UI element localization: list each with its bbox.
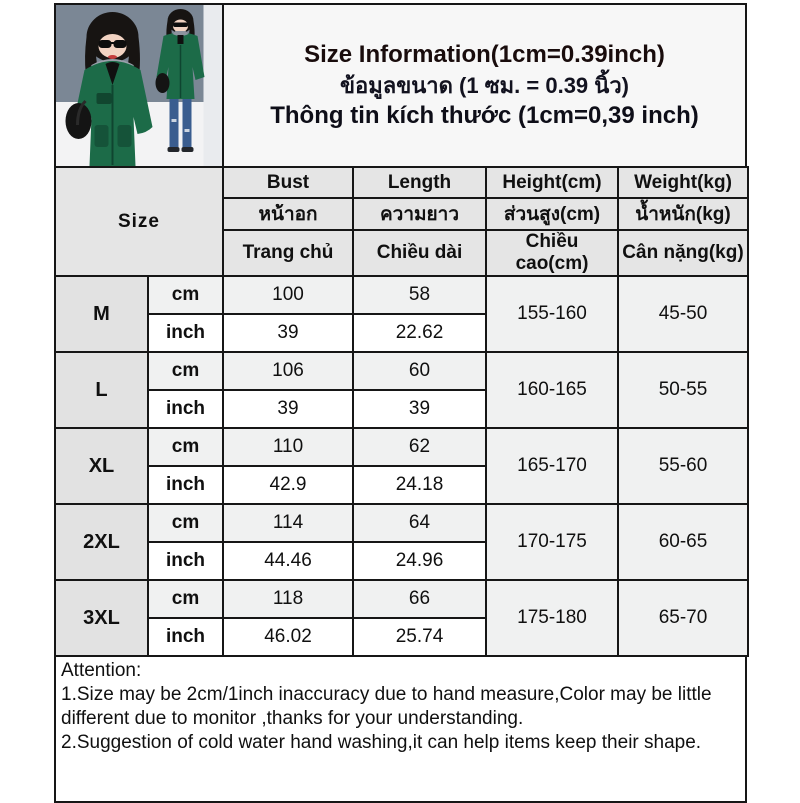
bust-value: 44.46 <box>223 542 353 580</box>
row-2xl-cm <box>55 504 748 542</box>
unit-label-cm: cm <box>148 352 223 390</box>
header-height-vi: Chiều cao(cm) <box>486 230 618 276</box>
length-value: 64 <box>353 504 486 542</box>
product-photo-illustration <box>56 5 222 166</box>
unit-label-cm: cm <box>148 276 223 314</box>
weight-range: 55-60 <box>618 428 748 504</box>
size-table <box>54 166 749 657</box>
header-weight-th: น้ำหนัก(kg) <box>618 198 748 230</box>
bust-value: 114 <box>223 504 353 542</box>
header-length-en: Length <box>353 167 486 198</box>
header-weight-vi: Cân nặng(kg) <box>618 230 748 276</box>
weight-range: 45-50 <box>618 276 748 352</box>
title-vietnamese: Thông tin kích thước (1cm=0,39 inch) <box>270 102 699 130</box>
unit-label-cm: cm <box>148 580 223 618</box>
row-l-cm <box>55 352 748 390</box>
attention-box <box>54 657 747 803</box>
title-english: Size Information(1cm=0.39inch) <box>304 41 665 69</box>
length-value: 60 <box>353 352 486 390</box>
length-value: 24.18 <box>353 466 486 504</box>
bust-value: 110 <box>223 428 353 466</box>
header-bust-vi: Trang chủ <box>223 230 353 276</box>
bust-value: 46.02 <box>223 618 353 656</box>
bust-value: 118 <box>223 580 353 618</box>
unit-label-cm: cm <box>148 428 223 466</box>
bust-value: 100 <box>223 276 353 314</box>
height-range: 160-165 <box>486 352 618 428</box>
size-corner-label: Size <box>55 167 223 276</box>
bust-value: 106 <box>223 352 353 390</box>
weight-range: 50-55 <box>618 352 748 428</box>
unit-label-inch: inch <box>148 542 223 580</box>
length-value: 58 <box>353 276 486 314</box>
unit-label-inch: inch <box>148 314 223 352</box>
attention-heading: Attention: <box>61 660 142 681</box>
title-block <box>224 5 745 166</box>
length-value: 25.74 <box>353 618 486 656</box>
length-value: 24.96 <box>353 542 486 580</box>
attention-note-2: 2.Suggestion of cold water hand washing,it can help items keep their shape. <box>61 732 702 754</box>
attention-note-1: 1.Size may be 2cm/1inch inaccuracy due to hand measure,Color may be little different due to monitor ,thanks for your understanding. <box>61 684 712 730</box>
top-row <box>54 3 747 168</box>
bust-value: 42.9 <box>223 466 353 504</box>
size-chart-sheet <box>54 3 747 803</box>
header-length-vi: Chiều dài <box>353 230 486 276</box>
bust-value: 39 <box>223 314 353 352</box>
product-photo <box>56 5 224 166</box>
size-label: L <box>55 352 148 428</box>
unit-label-cm: cm <box>148 504 223 542</box>
row-3xl-cm <box>55 580 748 618</box>
bust-value: 39 <box>223 390 353 428</box>
weight-range: 65-70 <box>618 580 748 656</box>
size-label: 3XL <box>55 580 148 656</box>
height-range: 155-160 <box>486 276 618 352</box>
header-length-th: ความยาว <box>353 198 486 230</box>
row-xl-cm <box>55 428 748 466</box>
unit-label-inch: inch <box>148 618 223 656</box>
unit-label-inch: inch <box>148 390 223 428</box>
header-bust-en: Bust <box>223 167 353 198</box>
unit-label-inch: inch <box>148 466 223 504</box>
header-height-en: Height(cm) <box>486 167 618 198</box>
length-value: 66 <box>353 580 486 618</box>
size-label: XL <box>55 428 148 504</box>
row-m-cm <box>55 276 748 314</box>
header-row-en <box>55 167 748 198</box>
length-value: 22.62 <box>353 314 486 352</box>
height-range: 170-175 <box>486 504 618 580</box>
height-range: 165-170 <box>486 428 618 504</box>
length-value: 62 <box>353 428 486 466</box>
weight-range: 60-65 <box>618 504 748 580</box>
size-label: M <box>55 276 148 352</box>
height-range: 175-180 <box>486 580 618 656</box>
header-bust-th: หน้าอก <box>223 198 353 230</box>
header-height-th: ส่วนสูง(cm) <box>486 198 618 230</box>
title-thai: ข้อมูลขนาด (1 ซม. = 0.39 นิ้ว) <box>339 72 629 98</box>
length-value: 39 <box>353 390 486 428</box>
size-label: 2XL <box>55 504 148 580</box>
header-weight-en: Weight(kg) <box>618 167 748 198</box>
